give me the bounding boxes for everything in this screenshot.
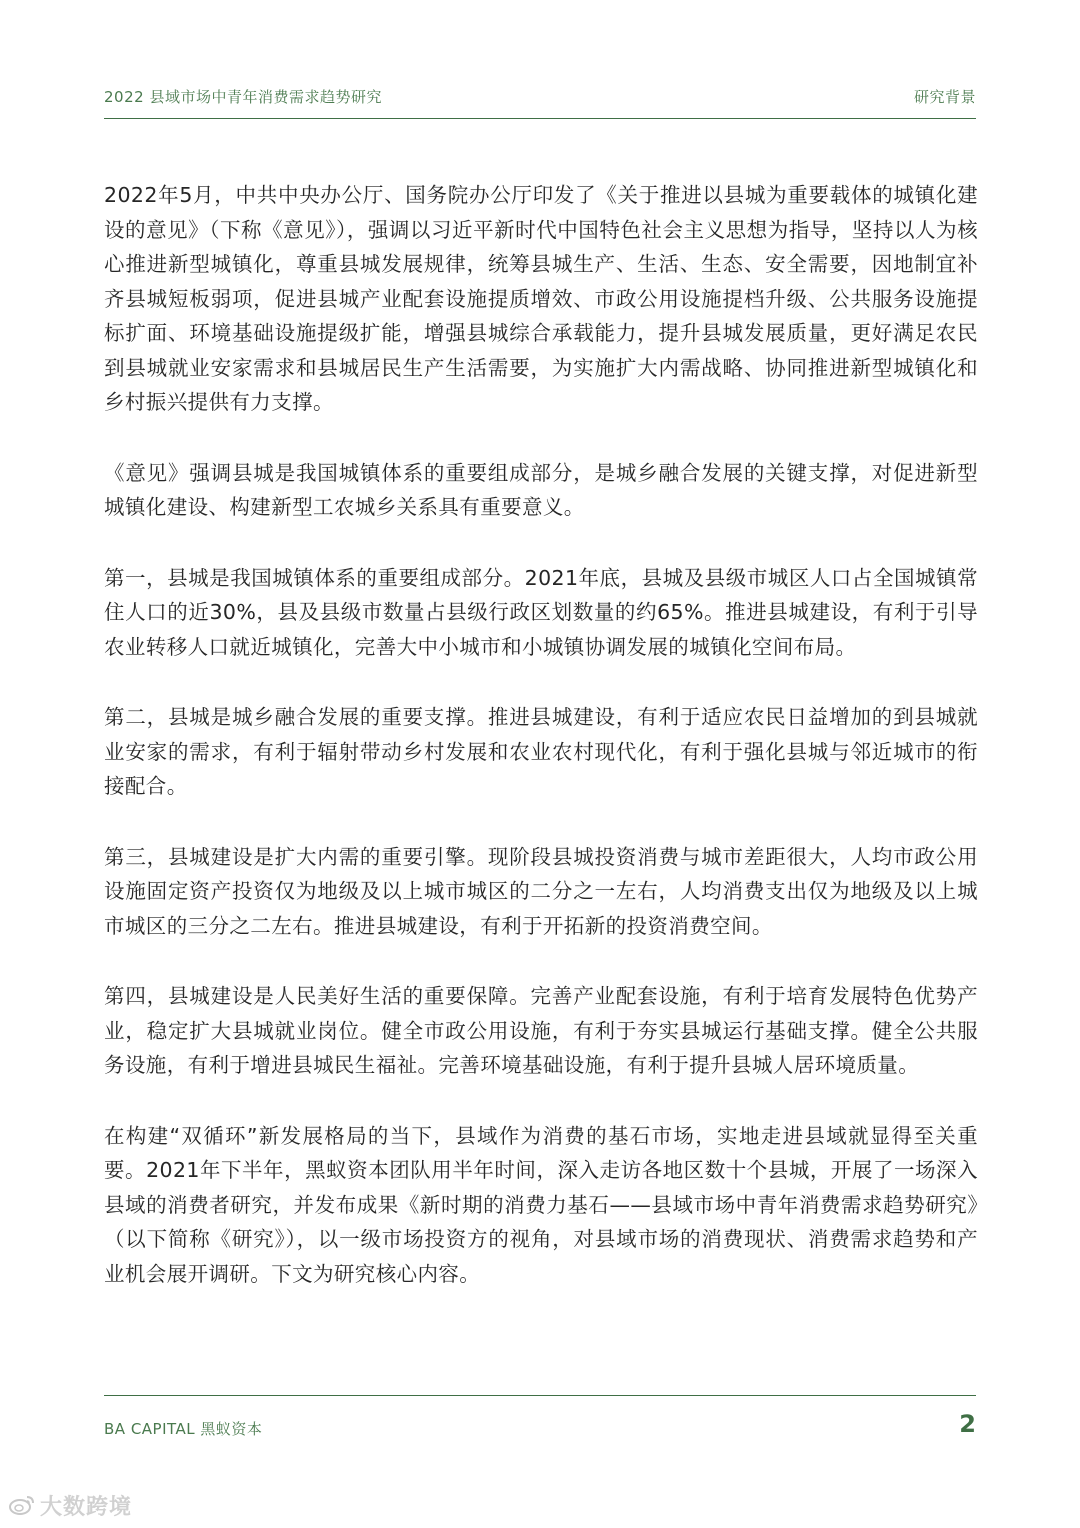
paragraph-3: 第一，县城是我国城镇体系的重要组成部分。2021年底，县城及县级市城区人口占全国城镇常住人口的近30%，县及县级市数量占县级行政区划数量的约65%。推进县城建设，有利于引导农业转移人口就近城镇化，完善大中小城市和小城镇协调发展的城镇化空间布局。 [104,565,978,659]
page-header [104,80,976,120]
page-number: 2 [959,1410,976,1438]
report-title: 2022 县域市场中青年消费需求趋势研究 [104,88,382,106]
footer-brand: BA CAPITAL 黑蚁资本 [104,1420,263,1438]
weibo-icon [8,1494,36,1516]
paragraph-7: 在构建“双循环”新发展格局的当下，县域作为消费的基石市场，实地走进县域就显得至关重要。2021年下半年，黑蚁资本团队用半年时间，深入走访各地区数十个县城，开展了一场深入县域的消费者研究，并发布成果《新时期的消费力基石——县域市场中青年消费需求趋势研究》（以下简称《研究》），以一级市场投资方的视角，对县域市场的消费现状、消费需求趋势和产业机会展开调研。下文为研究核心内容。 [104,1123,978,1286]
footer-divider [104,1395,976,1396]
paragraph-2: 《意见》强调县城是我国城镇体系的重要组成部分，是城乡融合发展的关键支撑，对促进新型城镇化建设、构建新型工农城乡关系具有重要意义。 [104,460,978,519]
body-content [104,178,978,1327]
watermark-text: 大数跨境 [40,1494,133,1520]
section-title: 研究背景 [913,88,976,106]
watermark [8,1490,132,1520]
paragraph-5: 第三，县城建设是扩大内需的重要引擎。现阶段县城投资消费与城市差距很大，人均市政公用设施固定资产投资仅为地级及以上城市城区的二分之一左右，人均消费支出仅为地级及以上城市城区的三分之二左右。推进县城建设，有利于开拓新的投资消费空间。 [104,844,978,938]
paragraph-6: 第四，县城建设是人民美好生活的重要保障。完善产业配套设施，有利于培育发展特色优势产业，稳定扩大县城就业岗位。健全市政公用设施，有利于夯实县城运行基础支撑。健全公共服务设施，有利于增进县城民生福祉。完善环境基础设施，有利于提升县城人居环境质量。 [104,984,978,1077]
paragraph-1: 2022年5月，中共中央办公厅、国务院办公厅印发了《关于推进以县城为重要载体的城镇化建设的意见》（下称《意见》），强调以习近平新时代中国特色社会主义思想为指导，坚持以人为核心推进新型城镇化，尊重县城发展规律，统筹县城生产、生活、生态、安全需要，因地制宜补齐县城短板弱项，促进县城产业配套设施提质增效、市政公用设施提档升级、公共服务设施提标扩面、环境基础设施提级扩能，增强县城综合承载能力，提升县城发展质量，更好满足农民到县城就业安家需求和县城居民生产生活需要，为实施扩大内需战略、协同推进新型城镇化和乡村振兴提供有力支撑。 [104,183,978,414]
paragraph-4: 第二，县城是城乡融合发展的重要支撑。推进县城建设，有利于适应农民日益增加的到县城就业安家的需求，有利于辐射带动乡村发展和农业农村现代化，有利于强化县城与邻近城市的衔接配合。 [104,705,978,798]
header-divider [104,118,976,119]
